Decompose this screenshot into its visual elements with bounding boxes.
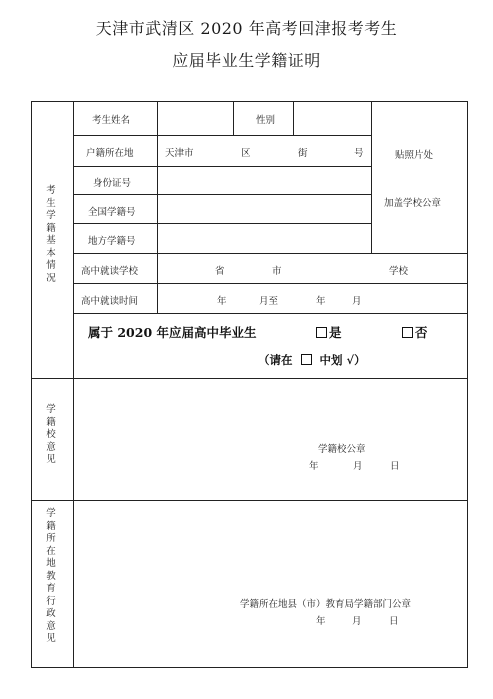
local-reg-label: 地方学籍号 <box>88 236 136 247</box>
period-month-to: 月至 <box>259 296 279 307</box>
school-stamp: 学籍校公章 <box>318 444 366 455</box>
section-label-basic: 考生学籍基本情况 <box>46 185 56 284</box>
photo-label: 贴照片处 <box>395 150 434 161</box>
instruction-prefix: （请在 <box>258 353 293 367</box>
id-label: 身份证号 <box>93 178 132 189</box>
edu-date-day: 日 <box>389 616 399 627</box>
national-reg-label: 全国学籍号 <box>88 207 136 218</box>
period-label: 高中就读时间 <box>81 296 139 307</box>
school-date-day: 日 <box>390 461 400 472</box>
school-date-year: 年 <box>309 461 319 472</box>
school-date-month: 月 <box>353 461 363 472</box>
yes-checkbox[interactable] <box>316 327 327 338</box>
address-city: 天津市 <box>165 148 194 159</box>
name-label: 考生姓名 <box>92 115 131 126</box>
instruction-suffix: 中划 √） <box>319 353 366 367</box>
period-year1: 年 <box>217 296 227 307</box>
section-label-school: 学籍校意见 <box>46 404 56 465</box>
school-label: 高中就读学校 <box>81 266 139 277</box>
name-field[interactable] <box>158 102 232 134</box>
school-opinion-area[interactable] <box>74 379 466 499</box>
edu-opinion-area[interactable] <box>74 501 466 666</box>
yes-label: 是 <box>329 325 342 340</box>
edu-date-year: 年 <box>316 616 326 627</box>
school-school: 学校 <box>389 266 409 277</box>
id-field[interactable] <box>158 167 370 193</box>
address-label: 户籍所在地 <box>86 148 134 159</box>
gender-label: 性别 <box>256 115 276 126</box>
gender-field[interactable] <box>294 102 370 134</box>
section-label-edu: 学籍所在地教育行政意见 <box>46 508 56 644</box>
edu-date-month: 月 <box>352 616 362 627</box>
school-province: 省 <box>215 266 225 277</box>
no-checkbox[interactable] <box>402 327 413 338</box>
national-reg-field[interactable] <box>158 195 370 222</box>
document-title: 天津市武清区 2020 年高考回津报考考生 <box>95 19 398 38</box>
graduate-question: 属于 2020 年应届高中毕业生 <box>88 325 257 340</box>
period-month2: 月 <box>352 296 362 307</box>
local-reg-field[interactable] <box>158 224 370 252</box>
edu-stamp: 学籍所在地县（市）教育局学籍部门公章 <box>240 599 412 610</box>
school-city: 市 <box>272 266 282 277</box>
address-number: 号 <box>354 148 364 159</box>
address-street: 街 <box>298 148 308 159</box>
instruction <box>258 352 366 368</box>
period-year2: 年 <box>316 296 326 307</box>
yes-option[interactable] <box>316 323 342 341</box>
instruction-box-icon <box>301 354 312 365</box>
address-district: 区 <box>241 148 251 159</box>
document-subtitle: 应届毕业生学籍证明 <box>172 51 321 70</box>
no-label: 否 <box>415 325 428 340</box>
no-option[interactable] <box>402 323 428 341</box>
school-stamp-label: 加盖学校公章 <box>384 198 442 209</box>
